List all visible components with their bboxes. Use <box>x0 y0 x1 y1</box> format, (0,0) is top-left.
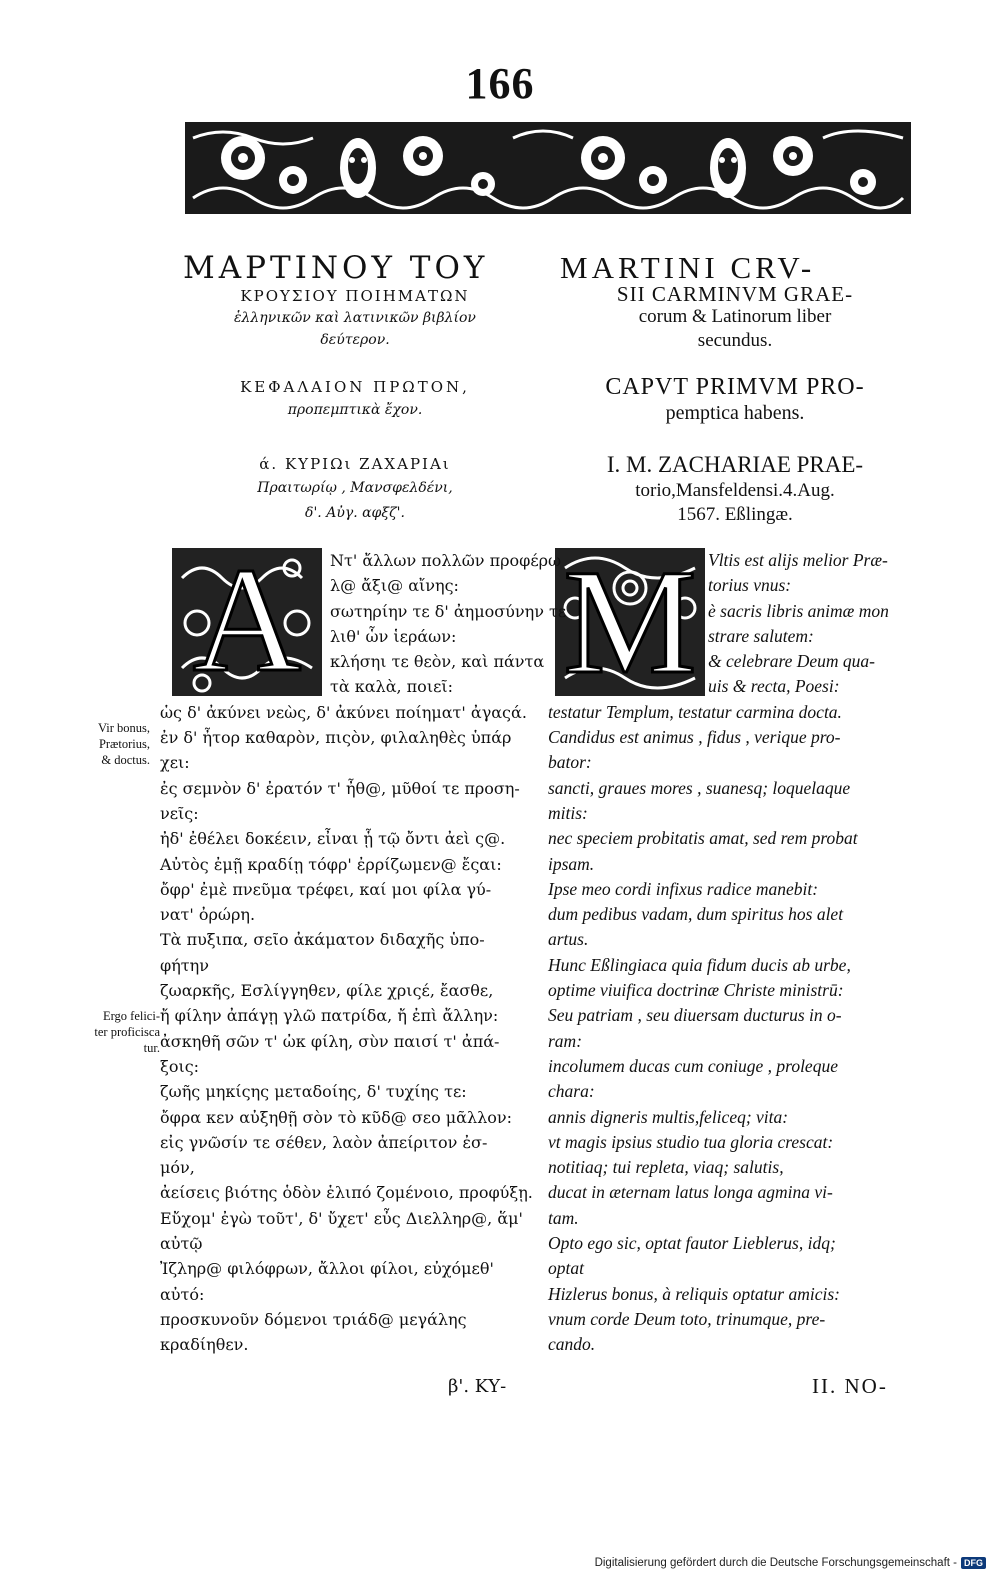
greek-text-line: κλήσηι τε θεὸν, καὶ πάντα <box>330 652 545 672</box>
latin-text-line: Seu patriam , seu diuersam ducturus in o- <box>548 1005 842 1026</box>
greek-title-line2: ΚΡΟΥΣΙΟΥ ΠΟΙΗΜΑΤΩΝ <box>240 287 470 305</box>
latin-text-line: optat <box>548 1258 584 1279</box>
greek-text-line: ζωῆς μηκίςης μεταδοίης, δ' τυχίης τε: <box>160 1082 467 1102</box>
greek-text-line: προσκυνοῦν δόμενοι τριάδ@ μεγάλης <box>160 1309 467 1329</box>
latin-text-line: tam. <box>548 1207 579 1228</box>
latin-text-line: chara: <box>548 1081 595 1102</box>
greek-dedication-line3: δ'. Αὐγ. αφξζ'. <box>305 505 405 521</box>
digitization-credit <box>595 1557 986 1569</box>
latin-dedication-line3: 1567. Eßlingæ. <box>677 504 793 525</box>
greek-text-line: φήτην <box>160 955 209 975</box>
greek-text-line: μόν, <box>160 1158 195 1178</box>
greek-text-line: ὄφρ' ἐμὲ πνεῦμα τρέφει, καί μοι φίλα γύ- <box>160 879 492 899</box>
greek-text-line: ξοις: <box>160 1056 200 1076</box>
greek-text-line: ἀσκηθῆ σῶν τ' ὠκ φίλη, σὺν παισί τ' ἀπά- <box>160 1031 500 1051</box>
greek-text-line: Ντ' ἄλλων πολλῶν προφέρω <box>330 551 562 570</box>
latin-text-line: mitis: <box>548 802 588 823</box>
latin-text-line: bator: <box>548 752 592 773</box>
margin-note-vir-bonus <box>60 720 150 768</box>
greek-title-line4: δεύτερον. <box>320 332 390 348</box>
latin-text-line: nec speciem probitatis amat, sed rem probat <box>548 828 858 849</box>
greek-text-line: ἤ φίλην ἀπάγῃ γλῶ πατρίδα, ἤ ἐπὶ ἄλλην: <box>160 1006 499 1026</box>
latin-text-line: ducat in æternam latus longa agmina vi- <box>548 1182 833 1203</box>
greek-text-line: Εὔχομ' ἐγὼ τοῦτ', δ' ὔχετ' εὖς Διελληρ@, ἅμ' <box>160 1208 523 1228</box>
greek-initial-letter: A <box>192 537 302 703</box>
greek-text-line: εἰς γνῶσίν τε σέθεν, λαὸν ἀπείριτον ἐσ- <box>160 1132 488 1152</box>
greek-text-line: λ@ ἄξι@ αἴνης: <box>330 576 459 596</box>
dfg-logo: DFG <box>961 1557 986 1569</box>
latin-text-line: è sacris libris animæ mon <box>708 600 889 621</box>
latin-text-line: uis & recta, Poesi: <box>708 676 840 697</box>
greek-text-line: Ἰζληρ@ φιλόφρων, ἄλλοι φίλοι, εὐχόμεθ' <box>160 1259 494 1279</box>
latin-dedication-line2: torio,Mansfeldensi.4.Aug. <box>635 480 835 501</box>
greek-text-line: νατ' ὀρώρη. <box>160 905 256 925</box>
greek-text-line: χει: <box>160 753 190 773</box>
greek-chapter-heading: ΚΕΦΑΛΑΙΟΝ ΠΡΩΤΟΝ, <box>240 378 470 396</box>
margin-note-line: & doctus. <box>101 753 150 767</box>
latin-text-line: artus. <box>548 929 589 950</box>
margin-note-line: ter proficisca <box>94 1025 160 1039</box>
latin-text-line: cando. <box>548 1334 596 1355</box>
greek-dedication-line1: ά. ΚΥΡΙΩι ΖΑΧΑΡΙΑι <box>259 455 451 473</box>
latin-text-line: sancti, graues mores , suanesq; loquelaque <box>548 777 851 798</box>
greek-text-line: ἐν δ' ἦτορ καθαρὸν, πιςὸν, φιλαληθὲς ὑπάρ <box>160 728 512 748</box>
greek-text-line: λιθ' ὧν ἱεράων: <box>330 626 457 646</box>
latin-text-line: & celebrare Deum qua- <box>708 651 876 672</box>
latin-text-line: vnum corde Deum toto, trinumque, pre- <box>548 1308 826 1329</box>
latin-dedication-line1: I. M. ZACHARIAE PRAE- <box>606 452 864 477</box>
latin-text-line: ram: <box>548 1030 583 1051</box>
greek-catchword: β'. ΚΥ- <box>448 1376 507 1397</box>
latin-text-line: Candidus est animus , fidus , verique pro- <box>548 727 841 748</box>
greek-text-line: ὄφρα κεν αὐξηθῇ σὸν τὸ κῦδ@ σεο μᾶλλον: <box>160 1107 513 1127</box>
greek-title-line1: ΜΑΡΤΙΝΟΥ ΤΟΥ <box>183 250 489 286</box>
greek-text-line: κραδίηθεν. <box>160 1335 249 1355</box>
latin-text-line: notitiaq; tui repleta, viaq; salutis, <box>548 1157 784 1178</box>
latin-text-line: vt magis ipsius studio tua gloria crescat: <box>548 1131 834 1152</box>
latin-text-line: Vltis est alijs melior Præ- <box>708 550 888 570</box>
greek-dedication-line2: Πραιτωρίῳ , Μανσφελδένι, <box>257 480 453 496</box>
latin-title-line1: MARTINI CRV- <box>560 250 816 285</box>
greek-text-line: ὡς δ' ἀκύνει νεὼς, δ' ἀκύνει ποίηματ' ἀγαςά. <box>160 702 527 722</box>
greek-title-line3: ἑλληνικῶν καὶ λατινικῶν βιβλίον <box>234 310 476 326</box>
margin-note-line: Ergo felici- <box>102 1009 160 1023</box>
latin-text-line: Hizlerus bonus, à reliquis optatur amicis: <box>548 1283 840 1304</box>
greek-text-line: αὐτῷ <box>160 1234 203 1254</box>
latin-text-line: annis digneris multis,feliceq; vita: <box>548 1106 789 1127</box>
latin-text-line: testatur Templum, testatur carmina docta. <box>548 701 842 722</box>
greek-text-line: Τὰ πυξιπα, σεῖο ἀκάματον διδαχῆς ὑπο- <box>160 930 485 950</box>
credit-text: Digitalisierung gefördert durch die Deutsche Forschungsgemeinschaft - <box>594 1557 957 1569</box>
latin-text-line: Ipse meo cordi infixus radice manebit: <box>548 878 819 899</box>
latin-catchword: II. NO- <box>812 1374 888 1398</box>
latin-title-line4: secundus. <box>697 330 773 351</box>
margin-note-line: tur. <box>143 1041 160 1055</box>
latin-initial-letter: M <box>563 539 697 705</box>
greek-text-line: ἐς σεμνὸν δ' ἐρατόν τ' ἦθ@, μῦθοί τε προση- <box>160 778 520 798</box>
latin-text-line: strare salutem: <box>708 625 814 646</box>
greek-text-line: τὰ καλὰ, ποιεῖ: <box>330 677 454 697</box>
latin-text-line: dum pedibus vadam, dum spiritus hos alet <box>548 904 844 925</box>
greek-text-line: αὐτό: <box>160 1284 205 1304</box>
greek-text-line: νεῖς: <box>160 803 199 823</box>
latin-title-line2: SII CARMINVM GRAE- <box>616 282 854 306</box>
latin-text-column <box>548 548 928 1358</box>
latin-text-line: Hunc Eßlingiaca quia fidum ducis ab urbe, <box>548 954 851 975</box>
latin-text-line: Opto ego sic, optat fautor Lieblerus, idq; <box>548 1233 836 1254</box>
latin-text-line: optime viuifica doctrinæ Christe ministrū: <box>548 980 844 1001</box>
greek-text-line: σωτηρίην τε δ' ἀημοσύνην τε <box>330 601 567 621</box>
latin-text-line: ipsam. <box>548 853 595 874</box>
greek-text-line: ἀείσεις βιότης ὁδὸν ἑλιπό ζομένοιο, προφύξῃ. <box>160 1183 533 1203</box>
latin-chapter-subheading: pemptica habens. <box>665 402 805 424</box>
ornamental-headpiece <box>183 118 913 218</box>
greek-text-line: ζωαρκῆς, Εσλίγγηθεν, φίλε χριςέ, ἔασθε, <box>160 981 494 1001</box>
margin-note-line: Prætorius, <box>98 737 150 751</box>
latin-text-line: torius vnus: <box>708 575 792 596</box>
greek-text-line: ἠδ' ἐθέλει δοκέειν, εἶναι ᾗ τῷ ὄντι ἀεὶ ς@. <box>160 829 506 849</box>
latin-text-line: incolumem ducas cum coniuge , proleque <box>548 1055 838 1076</box>
greek-chapter-subheading: προπεμπτικὰ ἔχον. <box>287 402 423 418</box>
greek-text-line: Αὐτὸς ἐμῇ κραδίῃ τόφρ' ἐρρίζωμεν@ ἔςαι: <box>160 854 502 874</box>
latin-chapter-heading: CAPVT PRIMVM PRO- <box>605 374 865 400</box>
page-number: 166 <box>465 59 535 108</box>
latin-title-line3: corum & Latinorum liber <box>638 306 832 327</box>
margin-note-line: Vir bonus, <box>97 721 150 735</box>
margin-note-ergo-feliciter <box>60 1008 160 1056</box>
